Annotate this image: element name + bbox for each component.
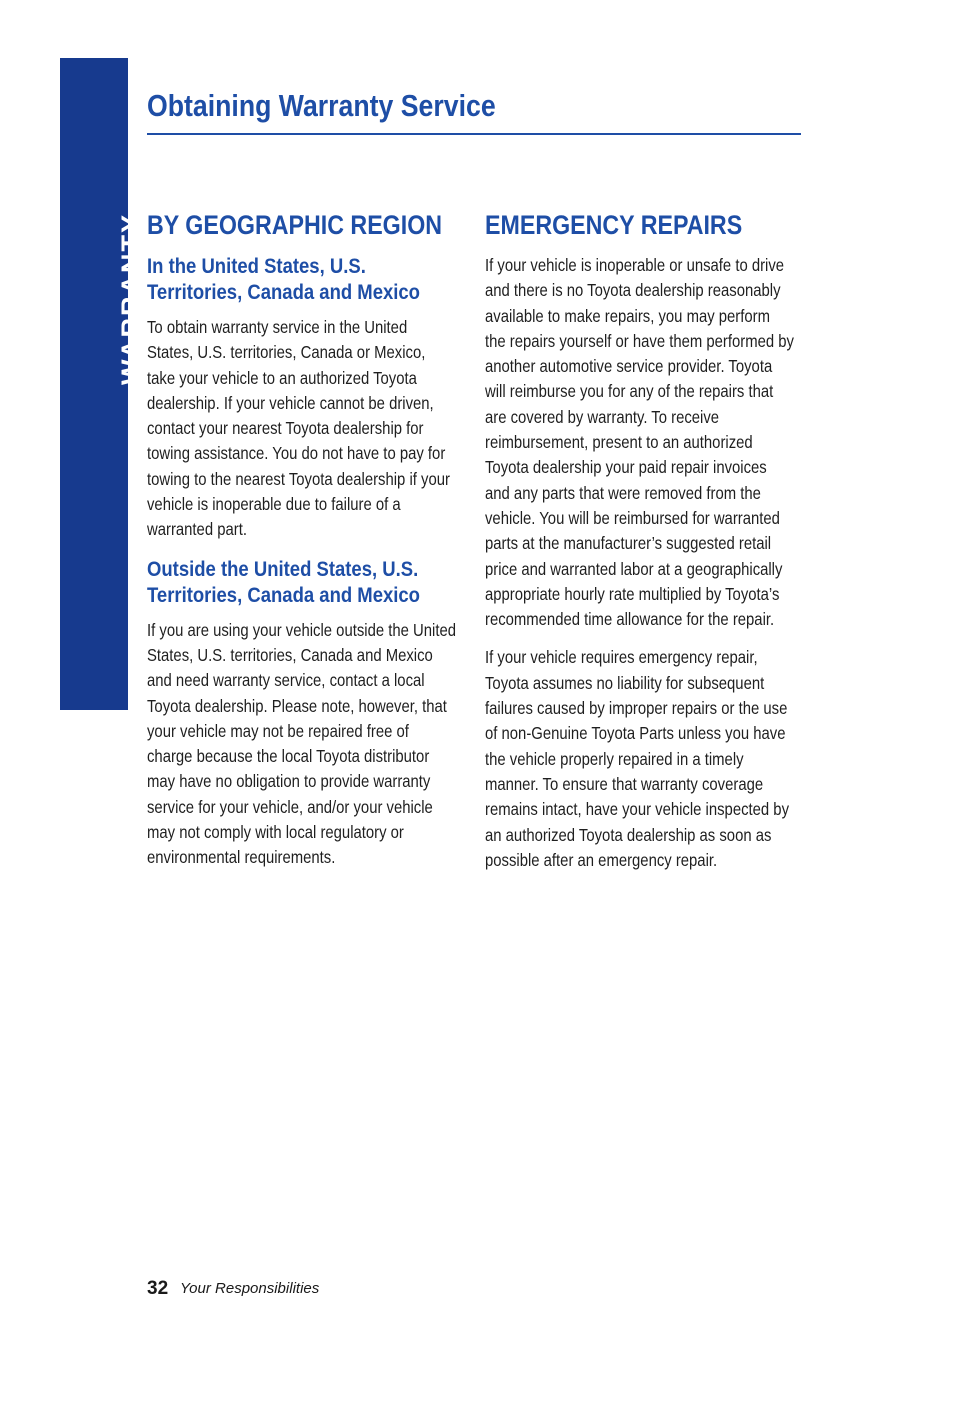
emergency-paragraph-1: If your vehicle is inoperable or unsafe to drive and there is no Toyota dealership reasonably available to make repairs, you may perform the repairs yourself or have them performed by another automotive service provider. Toyota will reimburse you for any of the repairs that are covered by warranty. To receive reimbursement, present to an authorized Toyota dealership your paid repair invoices and any parts that were removed from the vehicle. You will be reimbursed for warranted parts at the manufacturer’s suggested retail price and warranted labor at a geographically appropriate hourly rate multiplied by Toyota’s recommended time allowance for the repair.	[485, 255, 794, 630]
outside-body: If you are using your vehicle outside the United States, U.S. territories, Canada and Mexico and need warranty service, contact a local Toyota dealership. Please note, however, that your vehicle may not be repaired free of charge because the local Toyota distributor may have no obligation to provide warranty service for your vehicle, and/or your vehicle may not comply with local regulatory or environmental requirements.	[147, 619, 456, 868]
footer-section-title: Your Responsibilities	[180, 1280, 320, 1297]
right-column	[485, 210, 835, 886]
emergency-paragraph-2: If your vehicle requires emergency repair, Toyota assumes no liability for subsequent failures caused by improper repairs or the use of non-Genuine Toyota Parts unless you have the vehicle properly repaired in a timely manner. To ensure that warranty coverage remains intact, have your vehicle inspected by an authorized Toyota dealership as soon as possible after an emergency repair.	[485, 647, 790, 870]
page-title: Obtaining Warranty Service	[147, 88, 496, 123]
page-number: 32	[147, 1278, 169, 1299]
side-tab-label: WARRANTY	[116, 213, 146, 385]
emergency-heading: EMERGENCY REPAIRS	[485, 210, 743, 240]
us-body: To obtain warranty service in the United States, U.S. territories, Canada or Mexico, take your vehicle to an authorized Toyota dealership. If your vehicle cannot be driven, contact your nearest Toyota dealership for towing assistance. You do not have to pay for towing to the nearest Toyota dealership if your vehicle is inoperable due to failure of a warranted part.	[147, 317, 450, 540]
left-column	[147, 210, 497, 884]
region-heading: BY GEOGRAPHIC REGION	[147, 210, 443, 240]
title-divider	[147, 133, 801, 135]
us-subheading: In the United States, U.S. Territories, Canada and Mexico	[147, 254, 420, 304]
outside-subheading: Outside the United States, U.S. Territories, Canada and Mexico	[147, 556, 420, 607]
